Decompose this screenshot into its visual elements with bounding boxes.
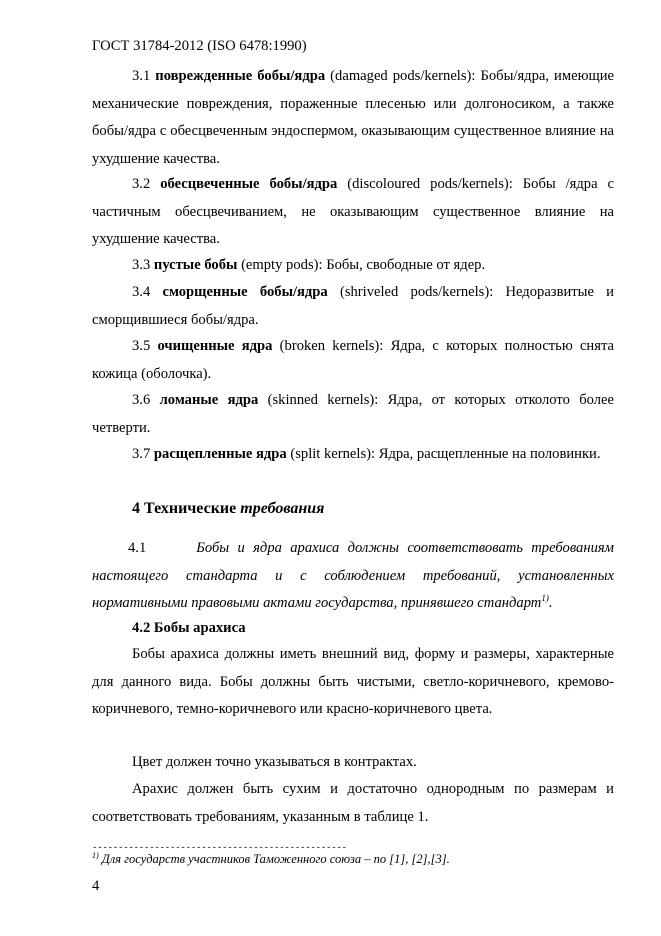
definition-text: (split kernels): Ядра, расщепленные на половинки. [286, 446, 601, 462]
footnote-text: Для государств участников Таможенного союза – по [1], [2],[3]. [98, 852, 450, 866]
clause-number: 4.1 [128, 540, 147, 556]
footnote-reference: 1) [541, 593, 549, 604]
clause-number: 3.7 [132, 446, 151, 462]
section-title-bold: Технические [144, 500, 237, 517]
clause-4-2-text: Бобы арахиса должны иметь внешний вид, форму и размеры, характерные для данного вида. Бобы должны быть чистыми, светло-коричневого, кремово-коричневого, темно-коричневого или красно-коричневого цвета. [92, 646, 614, 717]
term: обесцвеченные бобы/ядра [160, 176, 338, 192]
definition-text: (discoloured pods/kernels): Бобы /ядра с частичным обесцвечиванием, не оказывающим существенное влияние на ухудшение качества. [92, 176, 615, 247]
clause-number: 3.4 [132, 284, 151, 300]
clause-number: 3.5 [132, 338, 151, 354]
clause-number: 3.1 [132, 68, 151, 84]
clause-text: Бобы и ядра арахиса должны соответствовать требованиям настоящего стандарта и с соблюдением требований, установленных нормативными правовыми актами государства, принявшего стандарт [92, 540, 614, 611]
term: поврежденные бобы/ядра [155, 68, 326, 84]
term: сморщенные бобы/ядра [162, 284, 328, 300]
clause-number: 3.6 [132, 392, 151, 408]
page-header: ГОСТ 31784-2012 (ISO 6478:1990) [92, 38, 307, 54]
clause-number: 3.3 [132, 257, 151, 273]
dryness-requirement: Арахис должен быть сухим и достаточно однородным по размерам и соответствовать требованиям, указанным в таблице 1. [92, 781, 614, 825]
term: пустые бобы [153, 257, 238, 273]
definition-text: (shriveled pods/kernels): Недоразвитые и сморщившиеся бобы/ядра. [92, 284, 614, 328]
footnote-mark: 1) [92, 850, 99, 860]
definition-3-1 [92, 63, 614, 173]
term: ломаные ядра [159, 392, 259, 408]
definition-3-5 [92, 333, 614, 388]
footnote [92, 852, 450, 867]
definition-3-2 [92, 171, 614, 254]
section-number: 4 [132, 500, 140, 517]
definition-text: (broken kernels): Ядра, с которых полностью снята кожица (оболочка). [92, 338, 614, 382]
page-number: 4 [92, 878, 100, 894]
footnote-separator: ------------------------------------------------- [92, 843, 347, 853]
term: очищенные ядра [157, 338, 273, 354]
subsection-4-2-heading: 4.2 Бобы арахиса [132, 620, 246, 636]
definition-3-6 [92, 387, 614, 442]
definition-3-3 [92, 252, 614, 280]
clause-4-1 [92, 535, 614, 618]
color-requirement: Цвет должен точно указываться в контрактах. [132, 754, 417, 770]
definition-text: (empty pods): Бобы, свободные от ядер. [237, 257, 486, 273]
section-title-italic: требования [240, 500, 325, 517]
clause-number: 3.2 [132, 176, 151, 192]
definition-text: (damaged pods/kernels): Бобы/ядра, имеющие механические повреждения, пораженные плесенью или долгоносиком, а также бобы/ядра с обесцвеченным эндоспермом, оказывающим существенное влияние на ухудшение качества. [92, 68, 615, 167]
definition-3-7 [92, 441, 614, 469]
clause-end: . [548, 595, 553, 611]
definition-text: (skinned kernels): Ядра, от которых отколото более четверти. [92, 392, 615, 436]
term: расщепленные ядра [153, 446, 287, 462]
definition-3-4 [92, 279, 614, 334]
section-4-heading [132, 500, 324, 518]
